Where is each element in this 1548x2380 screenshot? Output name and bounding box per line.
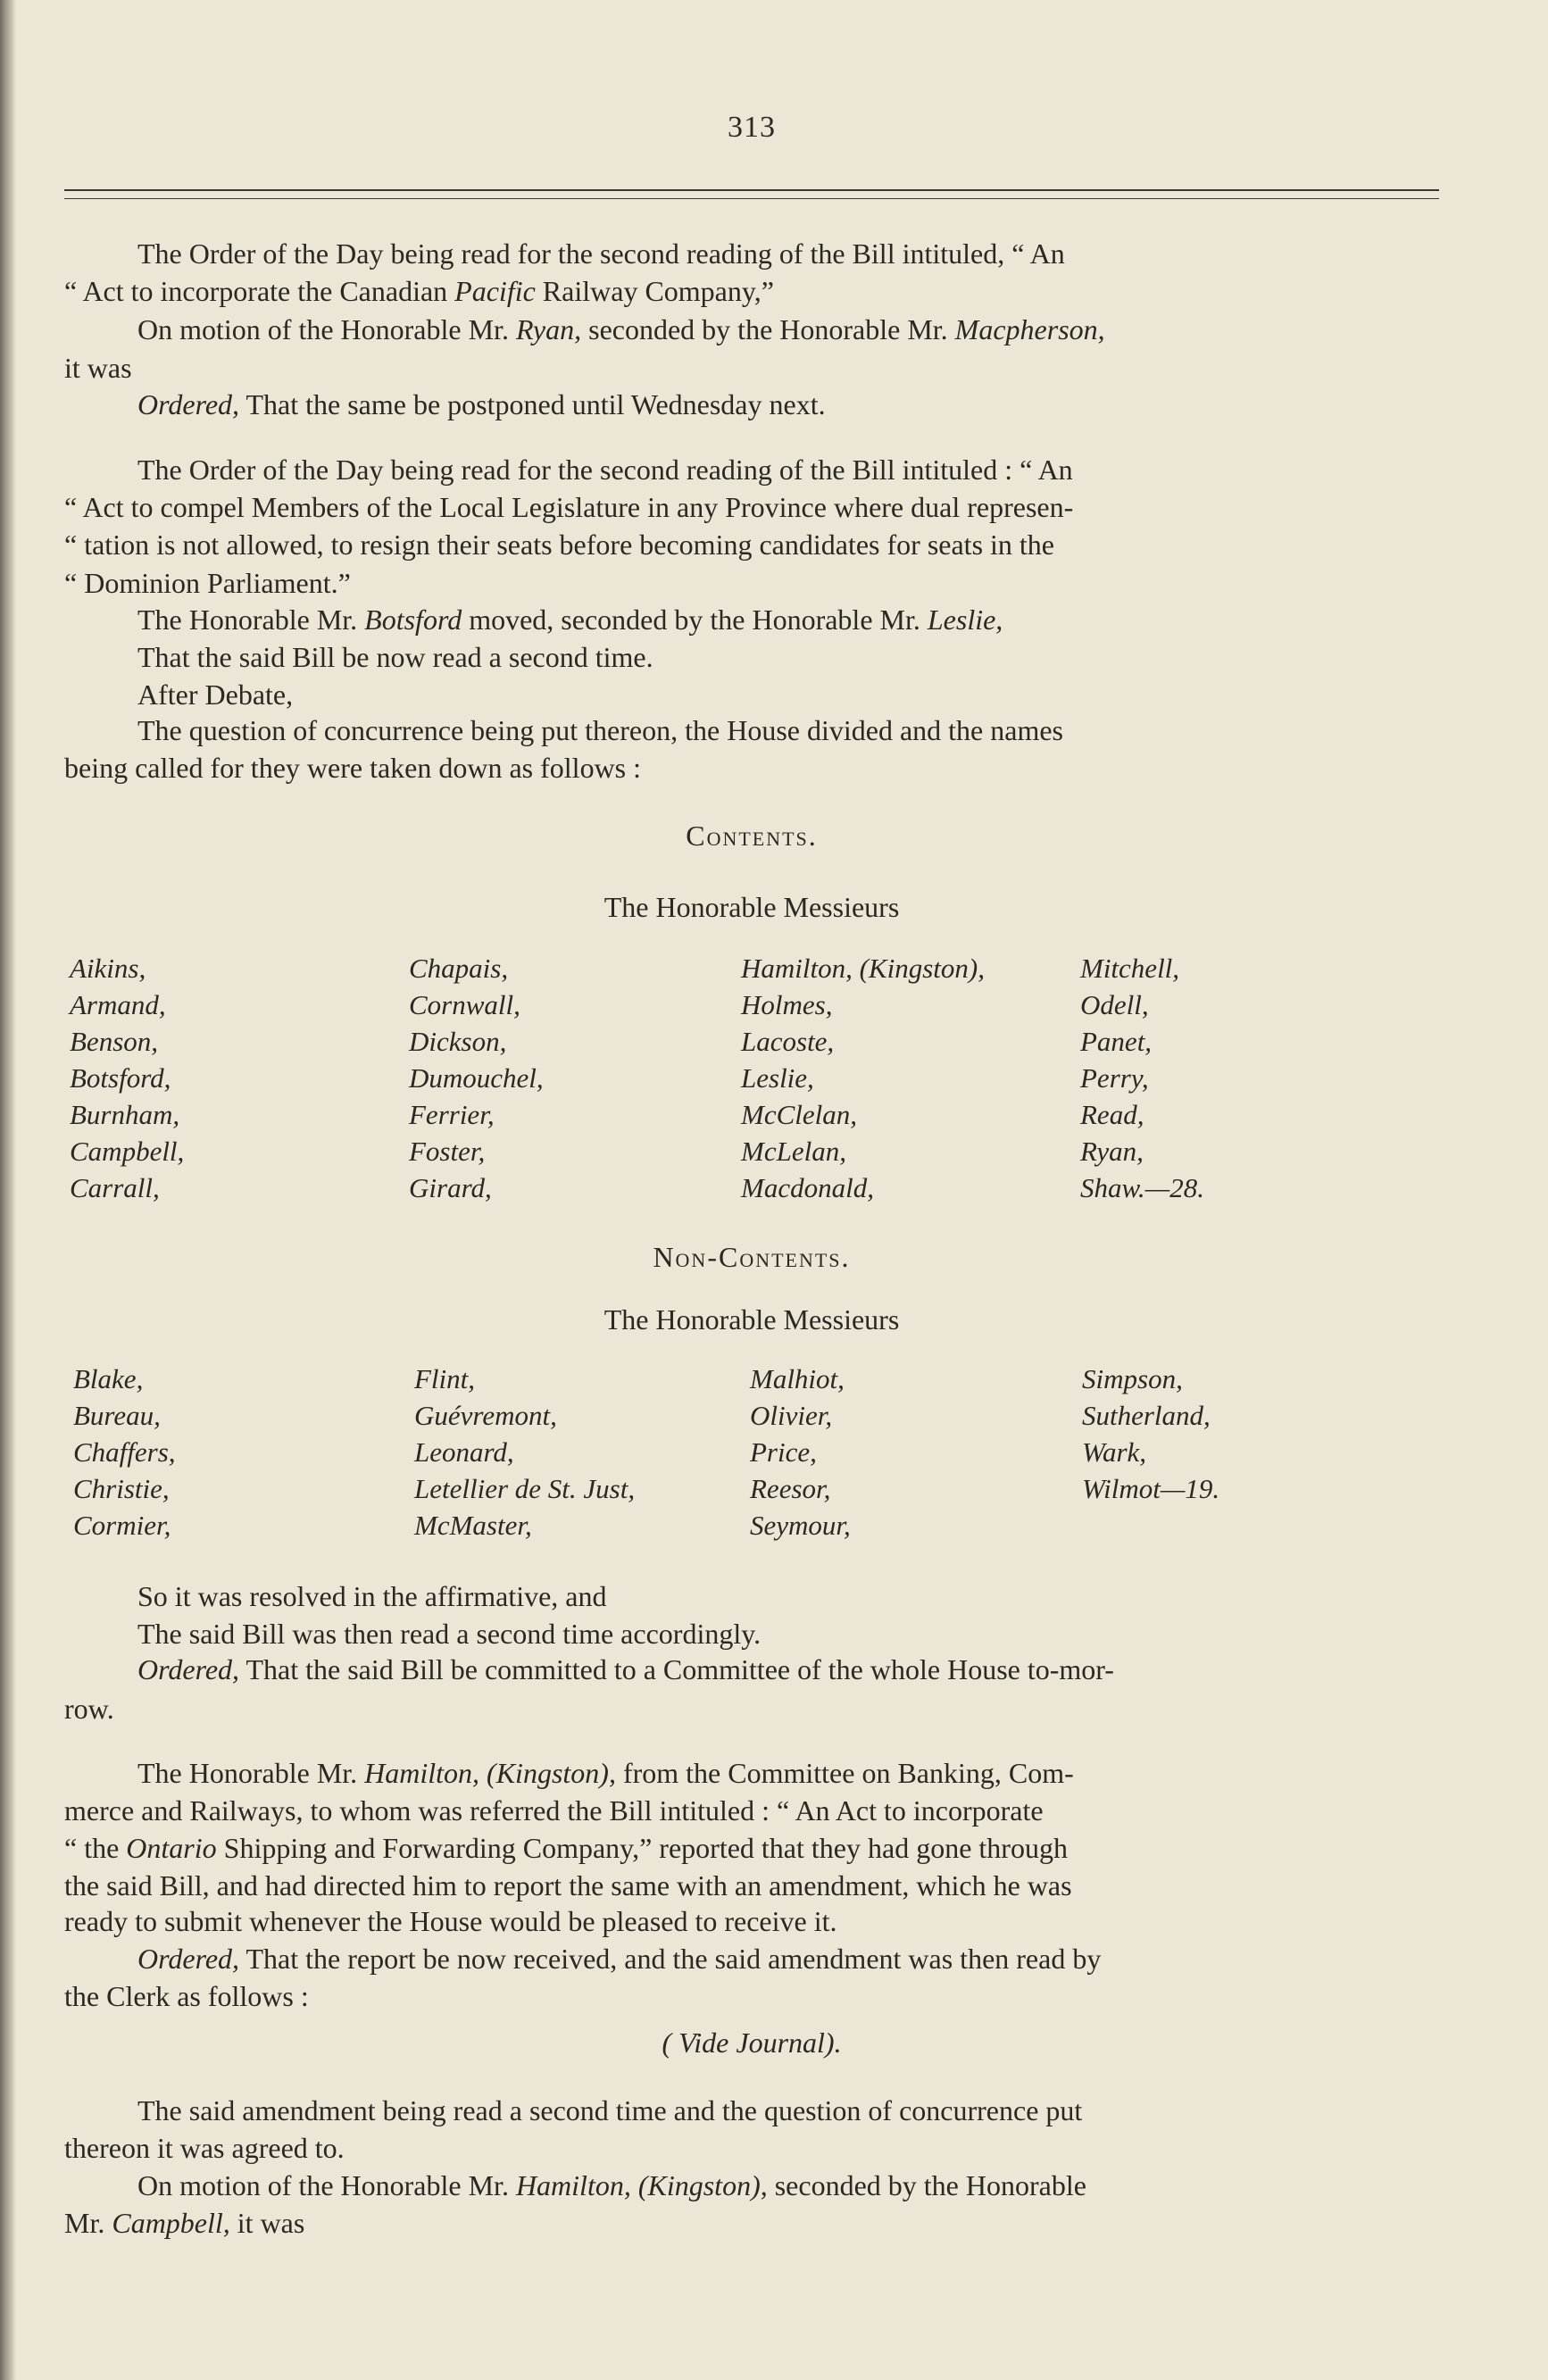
- page-number: 313: [728, 111, 776, 144]
- contents-name: Mitchell,: [1080, 953, 1180, 984]
- p2-line8: The question of concurrence being put thereon, the House divided and the names: [137, 714, 1063, 746]
- contents-name: Ryan,: [1080, 1136, 1144, 1167]
- non-contents-name: Leonard,: [414, 1436, 514, 1468]
- non-contents-name: Reesor,: [750, 1473, 831, 1504]
- p1-line1: The Order of the Day being read for the second reading of the Bill intituled, “ An: [137, 237, 1065, 270]
- non-contents-name: Christie,: [73, 1473, 170, 1504]
- contents-name: Dumouchel,: [409, 1062, 544, 1094]
- contents-name: Leslie,: [741, 1062, 814, 1094]
- contents-name: Macdonald,: [741, 1172, 874, 1203]
- non-contents-name: Wilmot—19.: [1082, 1473, 1220, 1504]
- p1-line2: “ Act to incorporate the Canadian Pacific Railway Company,”: [64, 275, 774, 307]
- non-contents-name: Flint,: [414, 1363, 476, 1394]
- contents-col3: [741, 950, 985, 1206]
- non-contents-name: Chaffers,: [73, 1436, 176, 1468]
- p1-line4: it was: [64, 352, 132, 384]
- contents-name: Panet,: [1080, 1026, 1153, 1057]
- contents-name: Campbell,: [70, 1136, 185, 1167]
- contents-name: McClelan,: [741, 1099, 857, 1130]
- p3-line3: Ordered, That the said Bill be committed to a Committee of the whole House to-mor-: [137, 1653, 1114, 1685]
- p2-line2: “ Act to compel Members of the Local Legislature in any Province where dual represen-: [64, 491, 1074, 523]
- non-contents-name: Letellier de St. Just,: [414, 1473, 636, 1504]
- non-contents-name: Sutherland,: [1082, 1400, 1211, 1431]
- contents-name: Foster,: [409, 1136, 486, 1167]
- contents-name: Burnham,: [70, 1099, 180, 1130]
- contents-name: Botsford,: [70, 1062, 171, 1094]
- contents-col1: [70, 950, 184, 1206]
- non-contents-name: Olivier,: [750, 1400, 833, 1431]
- p2-line7: After Debate,: [137, 678, 294, 711]
- contents-name: Perry,: [1080, 1062, 1149, 1094]
- p5-line3: On motion of the Honorable Mr. Hamilton, (Kingston), seconded by the Honorable: [137, 2169, 1086, 2201]
- p3-line2: The said Bill was then read a second time accordingly.: [137, 1618, 762, 1650]
- p2-line1: The Order of the Day being read for the second reading of the Bill intituled : “ An: [137, 454, 1073, 486]
- non-contents-name: Cormier,: [73, 1510, 171, 1541]
- contents-name: Lacoste,: [741, 1026, 835, 1057]
- contents-name: Hamilton, (Kingston),: [741, 953, 985, 984]
- non-contents-col4: [1082, 1361, 1219, 1507]
- p2-line4: “ Dominion Parliament.”: [64, 567, 351, 599]
- page-binding-edge: [0, 0, 16, 2380]
- contents-name: Benson,: [70, 1026, 159, 1057]
- p4-line5: ready to submit whenever the House would be pleased to receive it.: [64, 1905, 837, 1937]
- non-contents-name: Malhiot,: [750, 1363, 845, 1394]
- contents-subheading: The Honorable Messieurs: [603, 891, 900, 923]
- p2-line9: being called for they were taken down as follows :: [64, 752, 642, 784]
- non-contents-name: Wark,: [1082, 1436, 1147, 1468]
- non-contents-name: Price,: [750, 1436, 817, 1468]
- non-contents-name: Seymour,: [750, 1510, 851, 1541]
- p4-line6: Ordered, That the report be now received, and the said amendment was then read by: [137, 1943, 1102, 1975]
- contents-name: McLelan,: [741, 1136, 846, 1167]
- p4-line3: “ the Ontario Shipping and Forwarding Company,” reported that they had gone through: [64, 1832, 1068, 1864]
- p4-line4: the said Bill, and had directed him to report the same with an amendment, which he was: [64, 1869, 1072, 1902]
- p2-line6: That the said Bill be now read a second time.: [137, 641, 653, 673]
- non-contents-name: Guévremont,: [414, 1400, 557, 1431]
- p2-line3: “ tation is not allowed, to resign their seats before becoming candidates for seats in the: [64, 528, 1054, 561]
- contents-name: Ferrier,: [409, 1099, 495, 1130]
- p2-line5: The Honorable Mr. Botsford moved, seconded by the Honorable Mr. Leslie,: [137, 603, 1003, 636]
- non-contents-name: Bureau,: [73, 1400, 161, 1431]
- header-rule-top: [64, 189, 1439, 191]
- non-contents-heading: Non-Contents.: [653, 1241, 851, 1273]
- p4-line7: the Clerk as follows :: [64, 1980, 309, 2012]
- p5-line2: thereon it was agreed to.: [64, 2132, 345, 2164]
- contents-name: Odell,: [1080, 989, 1149, 1020]
- contents-col2: [409, 950, 544, 1206]
- contents-name: Dickson,: [409, 1026, 507, 1057]
- contents-name: Chapais,: [409, 953, 509, 984]
- header-rule-bottom: [64, 198, 1439, 199]
- non-contents-name: Simpson,: [1082, 1363, 1183, 1394]
- contents-name: Cornwall,: [409, 989, 520, 1020]
- non-contents-name: Blake,: [73, 1363, 144, 1394]
- p1-line3: On motion of the Honorable Mr. Ryan, seconded by the Honorable Mr. Macpherson,: [137, 313, 1105, 345]
- contents-name: Aikins,: [70, 953, 146, 984]
- p4-line2: merce and Railways, to whom was referred the Bill intituled : “ An Act to incorporate: [64, 1794, 1044, 1827]
- non-contents-names: [70, 1361, 1427, 1548]
- contents-name: Carrall,: [70, 1172, 160, 1203]
- contents-col4: [1080, 950, 1204, 1206]
- p4-line1: The Honorable Mr. Hamilton, (Kingston), from the Committee on Banking, Com-: [137, 1757, 1074, 1789]
- contents-names: [70, 950, 1427, 1209]
- non-contents-col2: [414, 1361, 635, 1544]
- p5-line1: The said amendment being read a second time and the question of concurrence put: [137, 2094, 1083, 2126]
- contents-name: Read,: [1080, 1099, 1144, 1130]
- contents-name: Girard,: [409, 1172, 492, 1203]
- non-contents-col1: [73, 1361, 176, 1544]
- p1-line5: Ordered, That the same be postponed until Wednesday next.: [137, 388, 826, 420]
- contents-name: Holmes,: [741, 989, 833, 1020]
- contents-name: Shaw.—28.: [1080, 1172, 1204, 1203]
- contents-heading: Contents.: [686, 820, 818, 852]
- p5-line4: Mr. Campbell, it was: [64, 2207, 305, 2239]
- contents-name: Armand,: [70, 989, 166, 1020]
- non-contents-subheading: The Honorable Messieurs: [603, 1303, 900, 1336]
- non-contents-name: McMaster,: [414, 1510, 532, 1541]
- p3-line4: row.: [64, 1693, 114, 1725]
- vide-journal: ( Vide Journal).: [662, 2026, 842, 2059]
- p3-line1: So it was resolved in the affirmative, and: [137, 1580, 607, 1612]
- non-contents-col3: [750, 1361, 851, 1544]
